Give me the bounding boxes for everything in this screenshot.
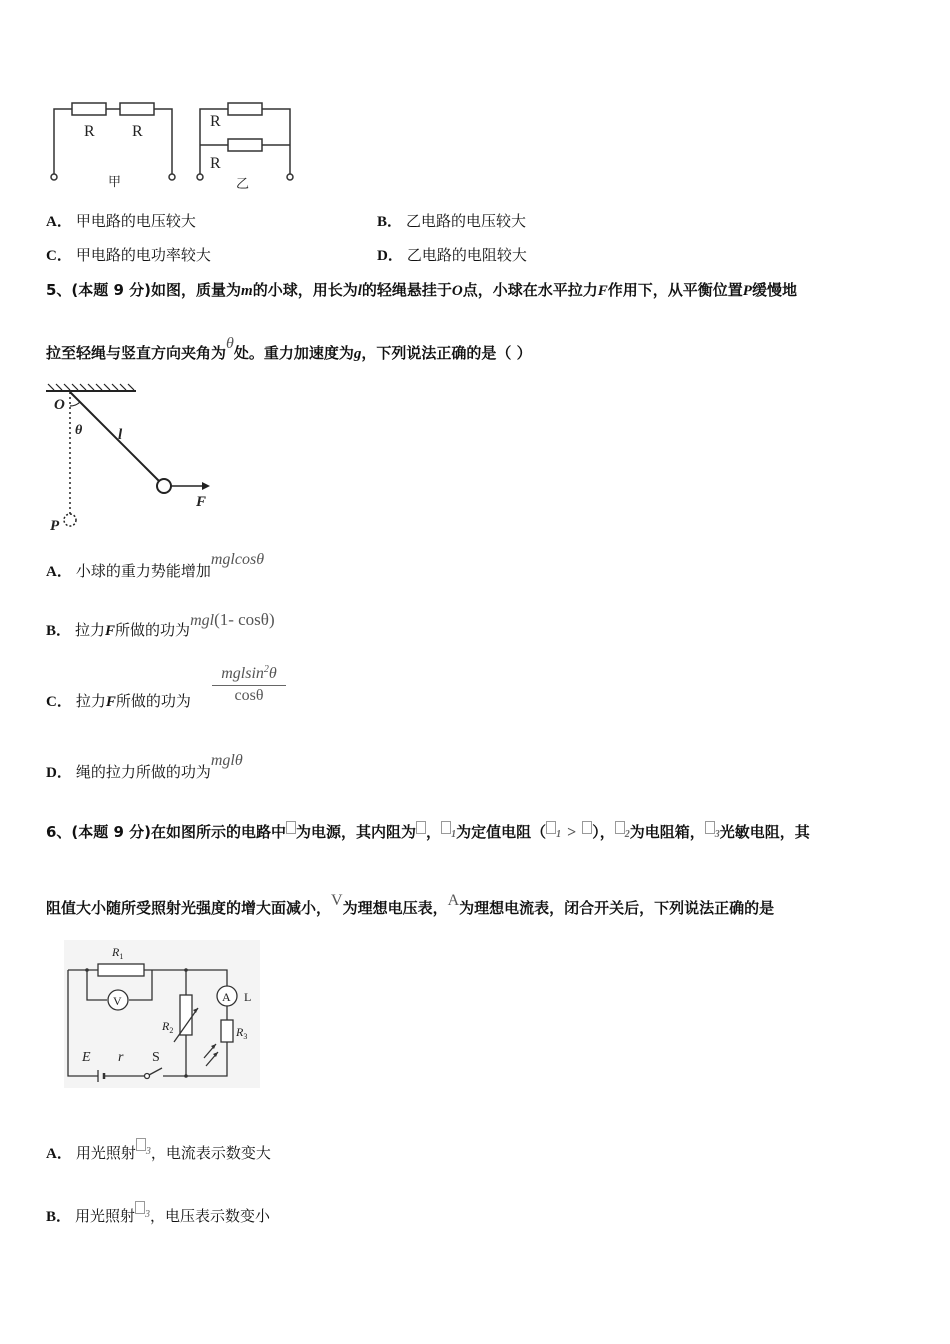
q4-circuit-figure (44, 92, 306, 196)
q5-pendulum-figure (44, 382, 224, 534)
point-o-label: O (54, 397, 65, 413)
length-l-label: l (118, 427, 123, 443)
q6-circuit-figure (64, 940, 260, 1088)
missing-glyph (546, 821, 556, 834)
missing-glyph (135, 1201, 145, 1214)
resistor-label: R (210, 155, 221, 172)
missing-glyph (705, 821, 715, 834)
r3-label: $R_3$ (236, 1025, 248, 1041)
r1-label: $R_1$ (112, 945, 124, 961)
math-expression: (1- cosθ) (214, 610, 275, 629)
missing-glyph (416, 821, 426, 834)
option-text: 乙电路的电阻较大 (406, 246, 527, 264)
option-label: D． (377, 248, 403, 264)
resistor-label: R (84, 123, 95, 140)
ammeter-symbol: A (222, 990, 231, 1004)
angle-theta-label: θ (75, 423, 83, 438)
internal-r-label: r (118, 1050, 124, 1065)
missing-glyph (136, 1138, 146, 1151)
circuit-yi-label: 乙 (236, 177, 250, 192)
option-label: C． (46, 248, 72, 264)
missing-glyph (286, 821, 296, 834)
math-expression: mgl (190, 612, 215, 629)
q4-option-d[interactable] (377, 244, 527, 265)
q4-option-b[interactable] (377, 210, 526, 231)
q6-option-a[interactable]: A． 用光照射 $^3$，电流表示数变大 (46, 1142, 271, 1163)
point-p-label: P (50, 518, 60, 534)
missing-glyph (615, 821, 625, 834)
q4-option-a[interactable] (46, 210, 196, 231)
math-expression: mglθ (210, 752, 243, 769)
q6-stem-line2: 阻值大小随所受照射光强度的增大面减小，V为理想电压表，A为理想电流表，闭合开关后，下列说法正确的是 (46, 892, 775, 917)
option-text: 乙电路的电压较大 (406, 212, 527, 230)
q5-stem-line1: 5、(本题 9 分)如图，质量为m的小球，用长为l的轻绳悬挂于O点，小球在水平拉力F作用下，从平衡位置P缓慢地 (46, 281, 797, 299)
force-f-label: F (196, 494, 207, 510)
resistor-label: R (210, 113, 221, 130)
r2-label: $R_2$ (162, 1019, 174, 1035)
option-label: A． (46, 214, 72, 230)
q5-option-c-fraction: mglsin$^2$θ cosθ (212, 664, 286, 705)
resistor-label: R (132, 123, 143, 140)
q5-option-d[interactable]: D． 绳的拉力所做的功为mglθ (46, 752, 243, 781)
option-label: B． (377, 214, 403, 230)
q6-option-b[interactable]: B． 用光照射 $^3$，电压表示数变小 (46, 1205, 270, 1226)
voltmeter-symbol: V (113, 994, 122, 1008)
circuit-jia-label: 甲 (108, 175, 122, 190)
q5-option-b[interactable]: B． 拉力F所做的功为mgl(1- cosθ) (46, 610, 275, 639)
switch-label: S (152, 1050, 160, 1065)
lamp-label: L (244, 990, 252, 1004)
emf-label: E (82, 1050, 91, 1065)
option-text: 甲电路的电压较大 (75, 212, 196, 230)
q5-stem-line2: 拉至轻绳与竖直方向夹角为θ处。重力加速度为g，下列说法正确的是（ ） (46, 335, 532, 362)
missing-glyph (582, 821, 592, 834)
math-expression: mglcosθ (210, 551, 265, 568)
q4-option-c[interactable] (46, 244, 211, 265)
q5-option-a[interactable]: A． 小球的重力势能增加mglcosθ (46, 551, 265, 580)
q5-option-c[interactable]: C． 拉力F所做的功为 (46, 692, 191, 710)
q6-stem-line1: 6、(本题 9 分)在如图所示的电路中 为电源，其内阻为 ， 1为定值电阻（ 1 > ）， 2为电阻箱， 3光敏电阻，其 (46, 823, 810, 841)
option-text: 甲电路的电功率较大 (75, 246, 211, 264)
missing-glyph (441, 821, 451, 834)
